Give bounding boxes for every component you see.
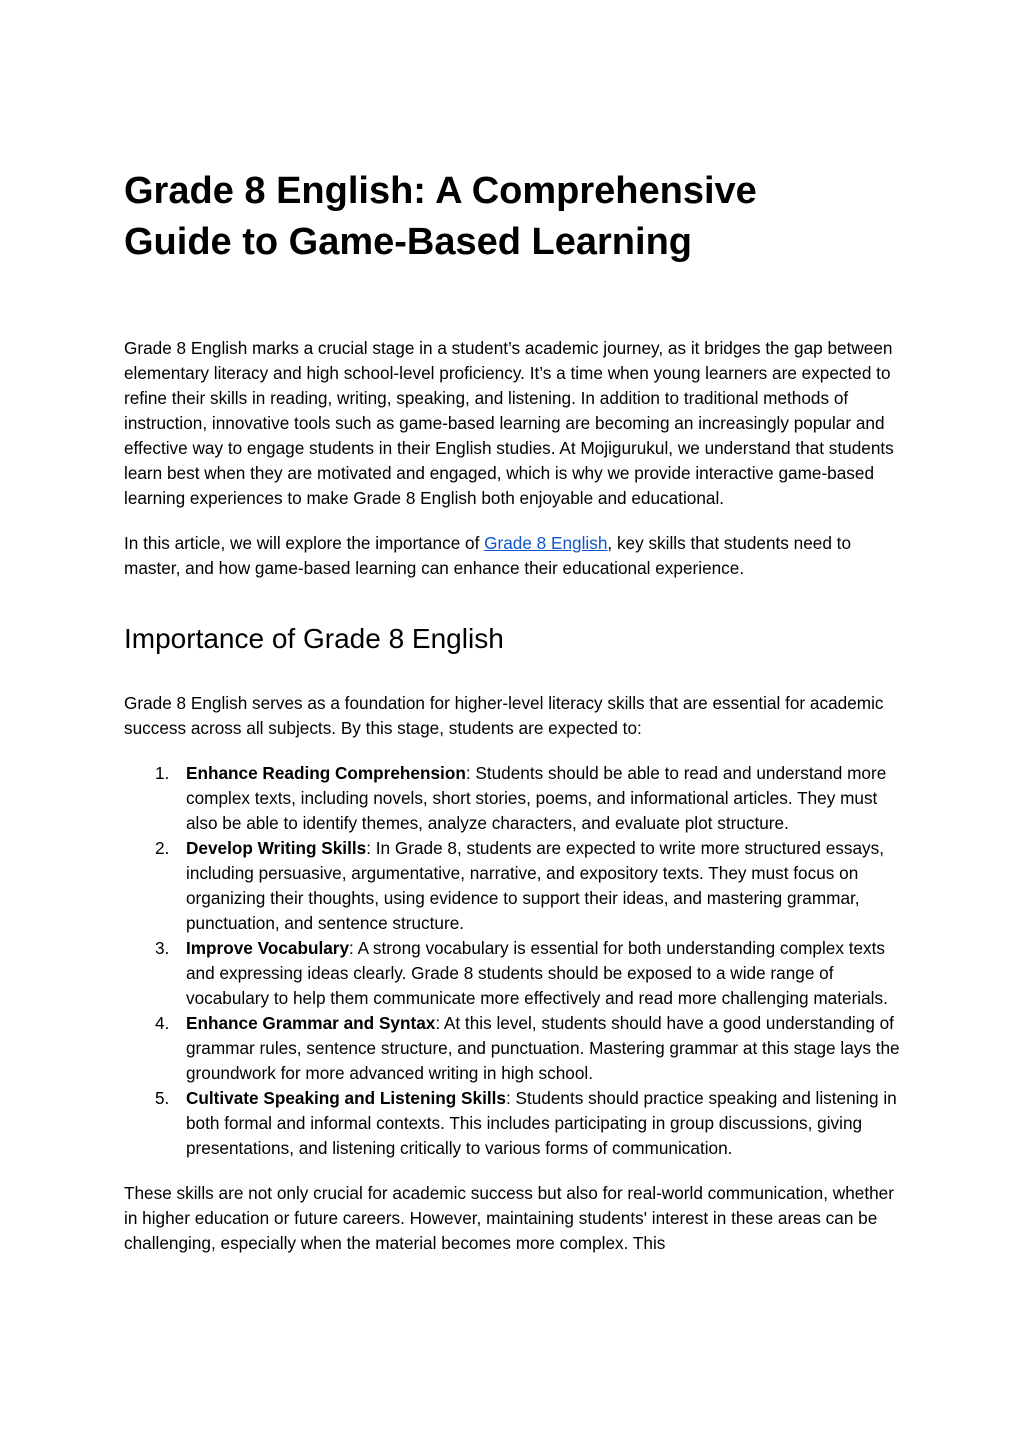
article-title: Grade 8 English: A Comprehensive Guide to Game-Based Learning xyxy=(124,170,757,263)
list-item-number: 3. xyxy=(155,938,170,958)
list-item-term: Develop Writing Skills xyxy=(186,838,367,858)
section-intro-paragraph: Grade 8 English serves as a foundation for higher-level literacy skills that are essential for academic success across all subjects. By this stage, students are expected to: xyxy=(124,693,884,738)
list-item xyxy=(124,1011,904,1086)
list-item xyxy=(124,936,904,1011)
list-item-number: 4. xyxy=(155,1013,170,1033)
list-item-text: : At this level, students should have a good understanding of grammar rules, sentence structure, and punctuation. Mastering grammar at this stage lays the groundwork for more advanced writing in high school. xyxy=(186,1013,900,1083)
list-item-number: 1. xyxy=(155,763,170,783)
closing-paragraph: These skills are not only crucial for academic success but also for real-world communication, whether in higher education or future careers. However, maintaining students' interest in these areas can be challenging, especially when the material becomes more complex. This xyxy=(124,1183,894,1253)
list-item-text: : Students should practice speaking and listening in both formal and informal contexts. This includes participating in group discussions, giving presentations, and listening critically to various forms of communication. xyxy=(186,1088,897,1158)
overview-text-before: In this article, we will explore the importance of xyxy=(124,533,485,553)
list-item-term: Cultivate Speaking and Listening Skills xyxy=(186,1088,506,1108)
list-item xyxy=(124,761,904,836)
document-page xyxy=(124,166,904,1256)
list-item-text: : Students should be able to read and understand more complex texts, including novels, short stories, poems, and informational articles. They must also be able to identify themes, analyze characters, and evaluate plot structure. xyxy=(186,763,887,833)
list-item-term: Enhance Reading Comprehension xyxy=(186,763,466,783)
grade-8-english-link[interactable]: Grade 8 English xyxy=(484,533,608,553)
skills-list xyxy=(124,761,904,1161)
list-item-number: 2. xyxy=(155,838,170,858)
list-item-text: : In Grade 8, students are expected to write more structured essays, including persuasive, argumentative, narrative, and expository texts. They must focus on organizing their thoughts, using evidence to support their ideas, and mastering grammar, punctuation, and sentence structure. xyxy=(186,838,884,933)
overview-paragraph xyxy=(124,531,904,581)
list-item-term: Improve Vocabulary xyxy=(186,938,350,958)
overview-text-after: , key skills that students need to master, and how game-based learning can enhance their educational experience. xyxy=(124,533,852,578)
section-heading-importance: Importance of Grade 8 English xyxy=(124,623,504,654)
list-item xyxy=(124,1086,904,1161)
list-item-term: Enhance Grammar and Syntax xyxy=(186,1013,436,1033)
list-item-text: : A strong vocabulary is essential for both understanding complex texts and expressing ideas clearly. Grade 8 students should be exposed to a wide range of vocabulary to help them communicate more effectively and read more challenging materials. xyxy=(186,938,888,1008)
intro-paragraph: Grade 8 English marks a crucial stage in a student’s academic journey, as it bridges the gap between elementary literacy and high school-level proficiency. It’s a time when young learners are expected to refine their skills in reading, writing, speaking, and listening. In addition to traditional methods of instruction, innovative tools such as game-based learning are becoming an increasingly popular and effective way to engage students in their English studies. At Mojigurukul, we understand that students learn best when they are motivated and engaged, which is why we provide interactive game-based learning experiences to make Grade 8 English both enjoyable and educational. xyxy=(124,338,894,508)
list-item xyxy=(124,836,904,936)
list-item-number: 5. xyxy=(155,1088,170,1108)
